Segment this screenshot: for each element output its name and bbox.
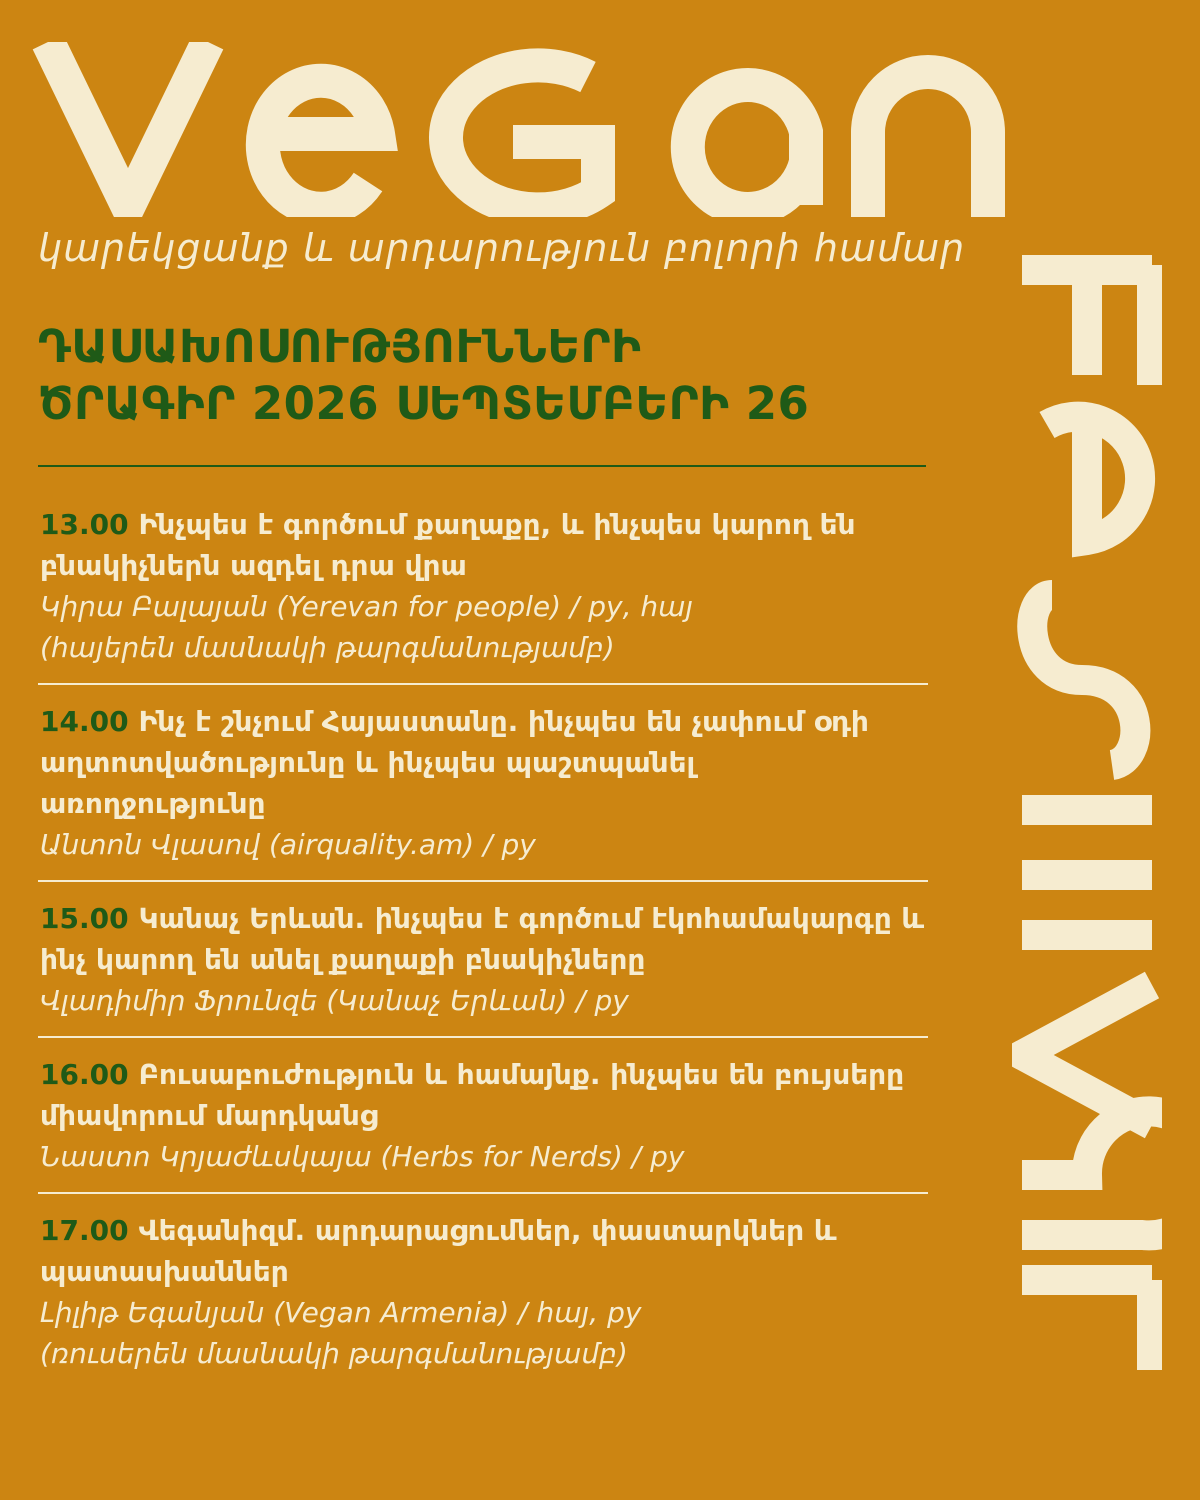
vegan-logo bbox=[28, 42, 1013, 217]
talk-title: Ինչպես է գործում քաղաքը, և ինչպես կարող են բնակիչներն ազդել դրա վրա bbox=[40, 508, 856, 582]
talk-speaker: Կիրա Բալայան (Yerevan for people) / ру, հայ bbox=[40, 590, 694, 623]
talk-translation-note: (ռուսերեն մասնակի թարգմանությամբ) bbox=[40, 1337, 628, 1370]
heading-divider bbox=[38, 465, 926, 467]
talk-speaker: Լիլիթ Եգանյան (Vegan Armenia) / հայ, ру bbox=[40, 1296, 642, 1329]
festival-logo bbox=[1012, 250, 1162, 1385]
program-heading bbox=[38, 318, 938, 432]
talk-time: 17.00 bbox=[40, 1214, 129, 1247]
talk-time: 13.00 bbox=[40, 508, 129, 541]
talk-title-block bbox=[40, 1054, 928, 1136]
talk-title-block bbox=[40, 504, 928, 586]
talk-time: 14.00 bbox=[40, 705, 129, 738]
talk-title: Կանաչ Երևան. ինչպես է գործում էկոհամակարգը և ինչ կարող են անել քաղաքի բնակիչները bbox=[40, 902, 925, 976]
talk-title-block bbox=[40, 701, 928, 824]
talk-title: Բուսաբուժություն և համայնք. ինչպես են բույսերը միավորում մարդկանց bbox=[40, 1058, 905, 1132]
talk-title-block bbox=[40, 1210, 928, 1292]
talk-title-block bbox=[40, 898, 928, 980]
talk-speaker: Վլադիմիր Ֆրունզե (Կանաչ Երևան) / ру bbox=[40, 984, 629, 1017]
schedule-item bbox=[38, 1194, 928, 1389]
talk-time: 16.00 bbox=[40, 1058, 129, 1091]
schedule-item bbox=[38, 882, 928, 1038]
heading-line-1: ԴԱՍԱԽՈՍՈՒԹՅՈՒՆՆԵՐԻ bbox=[38, 320, 642, 373]
talk-speaker: Նաստո Կրյաժևսկայա (Herbs for Nerds) / ру bbox=[40, 1140, 685, 1173]
talk-translation-note: (հայերեն մասնակի թարգմանությամբ) bbox=[40, 631, 615, 664]
tagline: կարեկցանք և արդարություն բոլորի համար bbox=[38, 226, 966, 270]
schedule-item bbox=[38, 685, 928, 882]
talk-time: 15.00 bbox=[40, 902, 129, 935]
heading-line-2: ԾՐԱԳԻՐ 2026 ՍԵՊՏԵՄԲԵՐԻ 26 bbox=[38, 377, 810, 430]
schedule-item bbox=[38, 1038, 928, 1194]
talk-title: Ինչ է շնչում Հայաստանը. ինչպես են չափում օդի աղտոտվածությունը և ինչպես պաշտպանել առողջությունը bbox=[40, 705, 869, 820]
schedule-list bbox=[38, 486, 928, 1389]
talk-speaker: Անտոն Վլասով (airquality.am) / ру bbox=[40, 828, 536, 861]
schedule-item bbox=[38, 486, 928, 685]
talk-title: Վեգանիզմ. արդարացումներ, փաստարկներ և պատասխաններ bbox=[40, 1214, 837, 1288]
